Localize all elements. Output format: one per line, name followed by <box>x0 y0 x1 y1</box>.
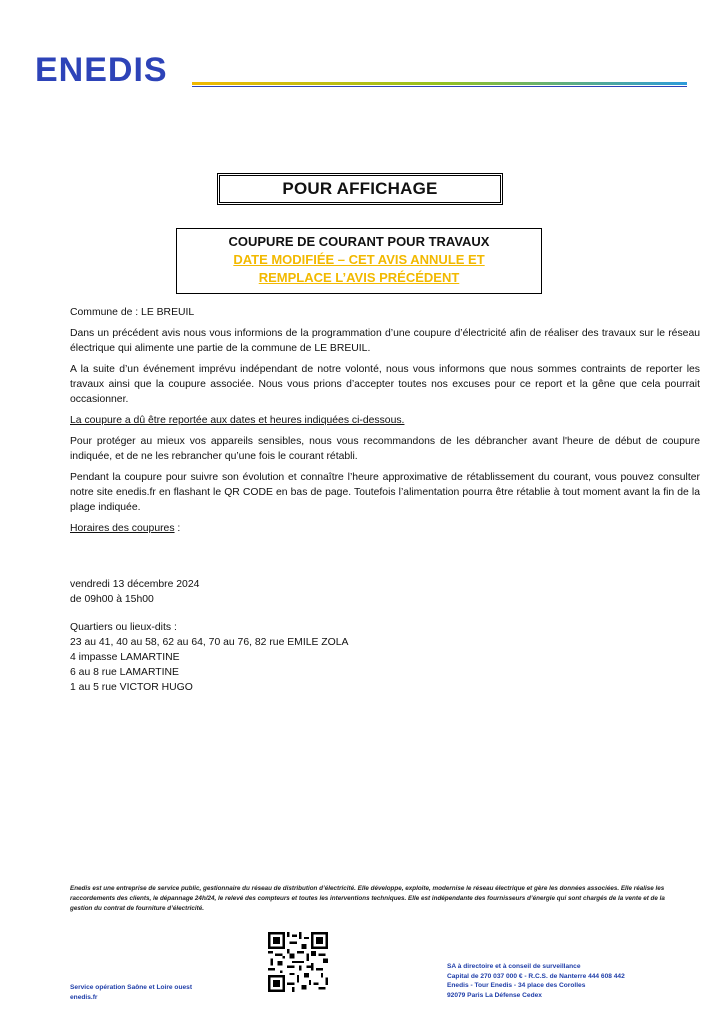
footer-company-info <box>447 962 625 1000</box>
paragraph-3: La coupure a dû être reportée aux dates et heures indiquées ci-dessous. <box>70 415 405 426</box>
svg-text:ENEDIS: ENEDIS <box>35 53 168 85</box>
schedule-time: de 09h00 à 15h00 <box>70 594 154 605</box>
quarter-item: 4 impasse LAMARTINE <box>70 652 180 663</box>
paragraph-1: Dans un précédent avis nous vous informions de la programmation d’une coupure d’électricité afin de réaliser des travaux sur le réseau électrique qui alimente une partie de la commune de LE BREUIL. <box>70 328 700 354</box>
header-gradient-line <box>192 80 687 89</box>
schedule <box>70 577 199 607</box>
enedis-logo <box>35 53 187 85</box>
modified-line-1: DATE MODIFIÉE – CET AVIS ANNULE ET <box>233 252 485 267</box>
subject-box <box>176 228 542 294</box>
qr-code-icon[interactable] <box>268 932 328 992</box>
schedule-heading-line <box>70 521 700 536</box>
footer-service: Service opération Saône et Loire ouest <box>70 984 193 991</box>
modified-line-2: REMPLACE L’AVIS PRÉCÉDENT <box>258 270 460 285</box>
quarter-item: 1 au 5 rue VICTOR HUGO <box>70 682 193 693</box>
quarter-item: 6 au 8 rue LAMARTINE <box>70 667 179 678</box>
notice-title-box <box>217 173 503 205</box>
quarters-heading: Quartiers ou lieux-dits : <box>70 622 177 633</box>
schedule-heading-colon: : <box>174 523 181 534</box>
company-line: SA à directoire et à conseil de surveillance <box>447 963 581 970</box>
paragraph-2: A la suite d’un événement imprévu indépendant de notre volonté, nous vous informons que nous sommes contraints de reporter les travaux ainsi que la coupure associée. Nous vous prions d’accepter toutes nos excuses pour ce report et la gêne que cela pourrait occasionner. <box>70 364 700 405</box>
notice-title: POUR AFFICHAGE <box>282 179 438 198</box>
quarters <box>70 620 348 695</box>
commune-line: Commune de : LE BREUIL <box>70 307 195 318</box>
schedule-heading: Horaires des coupures <box>70 523 175 534</box>
subject-title: COUPURE DE COURANT POUR TRAVAUX <box>228 234 490 249</box>
quarter-item: 23 au 41, 40 au 58, 62 au 64, 70 au 76, 82 rue EMILE ZOLA <box>70 637 349 648</box>
disclaimer: Enedis est une entreprise de service public, gestionnaire du réseau de distribution d’électricité. Elle développe, exploite, modernise le réseau électrique et gère les données associées. Elle réalise les raccordements des clients, le dépannage 24h/24, le relevé des compteurs et toutes les interventions techniques. Elle est indépendante des fournisseurs d’énergie qui sont chargés de la vente et de la gestion du contrat de fourniture d’électricité. <box>70 885 665 912</box>
company-line: 92079 Paris La Défense Cedex <box>447 991 542 999</box>
footer-site-link[interactable]: enedis.fr <box>70 994 98 1001</box>
footer-left <box>70 983 192 1003</box>
paragraph-4: Pour protéger au mieux vos appareils sensibles, nous vous recommandons de les débrancher avant l'heure de début de coupure indiquée, et de ne les rebrancher qu’une fois le courant rétabli. <box>70 436 700 462</box>
company-line: Capital de 270 037 000 € - R.C.S. de Nanterre 444 608 442 <box>447 972 625 980</box>
schedule-date: vendredi 13 décembre 2024 <box>70 579 200 590</box>
company-line: Enedis - Tour Enedis - 34 place des Corolles <box>447 982 586 990</box>
paragraph-5: Pendant la coupure pour suivre son évolution et connaître l’heure approximative de rétablissement du courant, vous pouvez consulter notre site enedis.fr en flashant le QR CODE en bas de page. Toutefois l’alimentation pourra être rétablie à tout moment avant la fin de la plage indiquée. <box>70 472 700 513</box>
notice-body <box>70 305 700 542</box>
